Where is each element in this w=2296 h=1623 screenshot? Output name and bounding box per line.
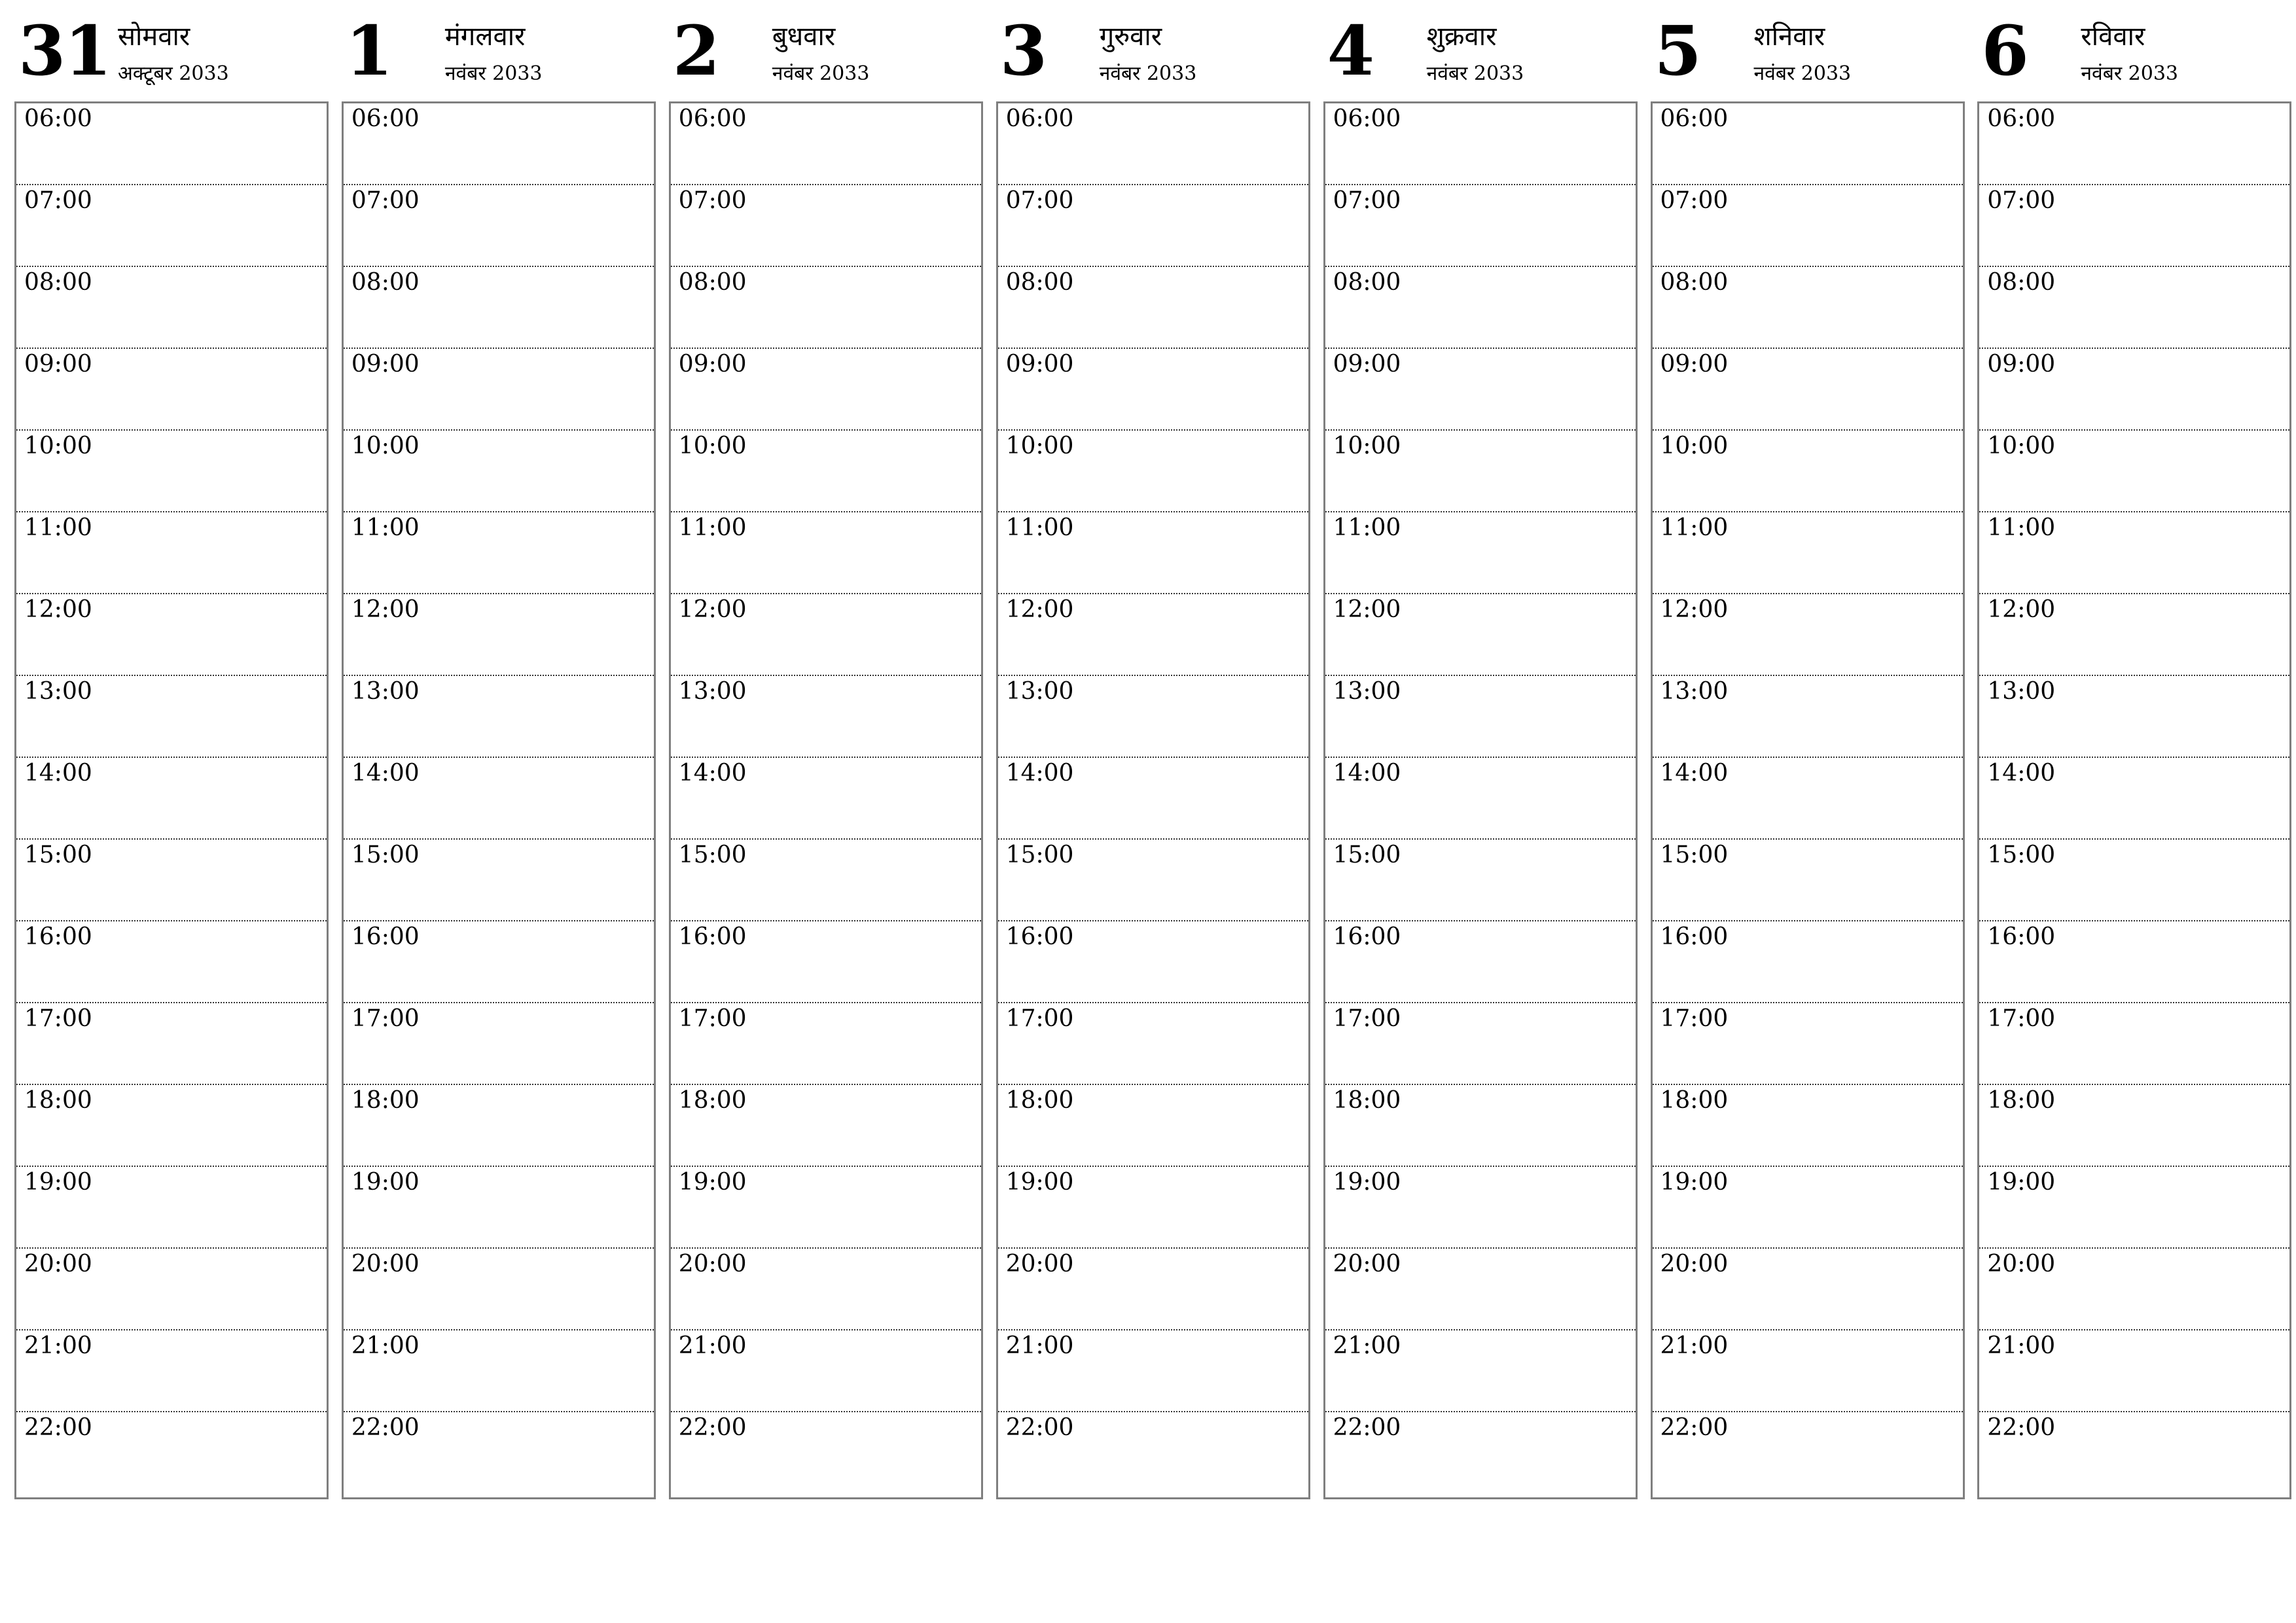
time-label: 19:00: [24, 1169, 92, 1196]
time-slot[interactable]: [998, 921, 1308, 1003]
day-header: [669, 0, 982, 98]
time-label: 20:00: [678, 1251, 747, 1277]
time-label: 20:00: [1005, 1251, 1074, 1277]
time-slot[interactable]: [1979, 512, 2289, 594]
time-label: 11:00: [1660, 514, 1729, 541]
time-label: 18:00: [1333, 1087, 1401, 1114]
day-number: 1: [345, 10, 392, 91]
time-slot[interactable]: [344, 1249, 654, 1330]
time-label: 06:00: [1005, 105, 1074, 132]
weekday-label: मंगलवार: [444, 22, 526, 52]
time-slot[interactable]: [344, 1412, 654, 1497]
time-slot[interactable]: [1979, 267, 2289, 349]
time-label: 16:00: [24, 923, 92, 950]
time-label: 18:00: [351, 1087, 420, 1114]
time-label: 10:00: [24, 433, 92, 459]
time-label: 12:00: [1660, 596, 1729, 623]
time-label: 20:00: [351, 1251, 420, 1277]
time-slot[interactable]: [671, 349, 981, 431]
time-slot[interactable]: [1979, 1249, 2289, 1330]
time-slot[interactable]: [671, 1330, 981, 1412]
time-slot[interactable]: [344, 1085, 654, 1167]
time-slot[interactable]: [344, 921, 654, 1003]
time-label: 18:00: [24, 1087, 92, 1114]
time-slot[interactable]: [1979, 103, 2289, 185]
time-slot[interactable]: [1325, 1330, 1636, 1412]
time-slot[interactable]: [1653, 431, 1963, 512]
time-slot[interactable]: [671, 512, 981, 594]
time-slot[interactable]: [344, 103, 654, 185]
time-slot[interactable]: [1653, 758, 1963, 840]
time-label: 16:00: [1660, 923, 1729, 950]
time-label: 15:00: [678, 842, 747, 868]
time-slot[interactable]: [16, 1167, 327, 1249]
time-slot[interactable]: [1653, 1003, 1963, 1085]
time-label: 17:00: [24, 1005, 92, 1032]
day-schedule-box[interactable]: [669, 101, 983, 1499]
time-slot[interactable]: [16, 1003, 327, 1085]
day-number: 5: [1654, 10, 1700, 91]
time-label: 08:00: [24, 269, 92, 296]
day-schedule-box[interactable]: [342, 101, 656, 1499]
time-label: 15:00: [351, 842, 420, 868]
time-slot[interactable]: [1325, 431, 1636, 512]
time-slot[interactable]: [998, 1249, 1308, 1330]
time-slot[interactable]: [671, 921, 981, 1003]
time-slot[interactable]: [1979, 349, 2289, 431]
day-number: 6: [1981, 10, 2028, 91]
time-label: 19:00: [351, 1169, 420, 1196]
time-slot[interactable]: [1653, 1085, 1963, 1167]
day-schedule-box[interactable]: [996, 101, 1310, 1499]
time-slot[interactable]: [998, 349, 1308, 431]
time-slot[interactable]: [344, 431, 654, 512]
time-slot[interactable]: [344, 676, 654, 758]
day-number: 4: [1327, 10, 1373, 91]
time-label: 22:00: [678, 1414, 747, 1441]
time-slot[interactable]: [998, 1330, 1308, 1412]
time-label: 09:00: [24, 351, 92, 378]
time-slot[interactable]: [1653, 921, 1963, 1003]
weekday-label: सोमवार: [118, 22, 190, 52]
time-slot[interactable]: [998, 1085, 1308, 1167]
time-label: 16:00: [678, 923, 747, 950]
month-year-label: नवंबर 2033: [1753, 62, 1852, 85]
time-slot[interactable]: [1653, 185, 1963, 267]
day-header: [342, 0, 655, 98]
month-year-label: नवंबर 2033: [444, 62, 543, 85]
time-slot[interactable]: [1979, 185, 2289, 267]
time-label: 15:00: [24, 842, 92, 868]
time-slot[interactable]: [1979, 840, 2289, 921]
time-slot[interactable]: [1325, 1003, 1636, 1085]
day-schedule-box[interactable]: [1323, 101, 1638, 1499]
time-slot[interactable]: [1979, 676, 2289, 758]
time-label: 16:00: [1005, 923, 1074, 950]
time-label: 21:00: [1660, 1332, 1729, 1359]
time-slot[interactable]: [998, 267, 1308, 349]
time-slot[interactable]: [998, 840, 1308, 921]
time-slot[interactable]: [998, 103, 1308, 185]
time-label: 21:00: [1005, 1332, 1074, 1359]
time-label: 13:00: [1660, 678, 1729, 705]
time-label: 16:00: [351, 923, 420, 950]
time-label: 12:00: [1333, 596, 1401, 623]
time-slot[interactable]: [671, 431, 981, 512]
time-label: 11:00: [1005, 514, 1074, 541]
time-slot[interactable]: [1653, 349, 1963, 431]
time-label: 20:00: [1660, 1251, 1729, 1277]
time-label: 21:00: [1987, 1332, 2056, 1359]
day-schedule-box[interactable]: [14, 101, 329, 1499]
time-slot[interactable]: [344, 1003, 654, 1085]
time-slot[interactable]: [1325, 1249, 1636, 1330]
time-label: 11:00: [1333, 514, 1401, 541]
time-slot[interactable]: [671, 1003, 981, 1085]
day-column: [342, 0, 655, 1500]
time-label: 18:00: [1005, 1087, 1074, 1114]
time-label: 13:00: [1333, 678, 1401, 705]
time-label: 18:00: [678, 1087, 747, 1114]
time-slot[interactable]: [16, 1330, 327, 1412]
time-slot[interactable]: [1979, 594, 2289, 676]
time-slot[interactable]: [671, 1412, 981, 1497]
time-slot[interactable]: [1979, 431, 2289, 512]
day-column: [1323, 0, 1636, 1500]
day-column: [1651, 0, 1964, 1500]
time-label: 11:00: [1987, 514, 2056, 541]
time-slot[interactable]: [1979, 758, 2289, 840]
time-label: 16:00: [1333, 923, 1401, 950]
time-slot[interactable]: [671, 1249, 981, 1330]
time-label: 15:00: [1005, 842, 1074, 868]
time-slot[interactable]: [16, 349, 327, 431]
time-label: 12:00: [351, 596, 420, 623]
time-slot[interactable]: [1325, 594, 1636, 676]
time-label: 17:00: [351, 1005, 420, 1032]
time-label: 10:00: [678, 433, 747, 459]
time-label: 22:00: [1987, 1414, 2056, 1441]
day-header: [14, 0, 327, 98]
weekday-label: शनिवार: [1753, 22, 1825, 52]
time-slot[interactable]: [671, 840, 981, 921]
time-slot[interactable]: [1979, 1085, 2289, 1167]
time-label: 07:00: [24, 187, 92, 214]
month-year-label: नवंबर 2033: [2081, 62, 2179, 85]
time-slot[interactable]: [344, 267, 654, 349]
time-label: 21:00: [351, 1332, 420, 1359]
time-label: 10:00: [1005, 433, 1074, 459]
time-slot[interactable]: [1325, 103, 1636, 185]
weekly-planner: [14, 0, 2288, 1505]
time-slot[interactable]: [1325, 1412, 1636, 1497]
time-slot[interactable]: [16, 758, 327, 840]
day-column: [996, 0, 1309, 1500]
time-label: 14:00: [1987, 760, 2056, 787]
time-slot[interactable]: [1325, 512, 1636, 594]
time-slot[interactable]: [1325, 349, 1636, 431]
time-label: 10:00: [1987, 433, 2056, 459]
time-label: 06:00: [1987, 105, 2056, 132]
time-slot[interactable]: [1979, 1003, 2289, 1085]
time-label: 09:00: [1660, 351, 1729, 378]
time-slot[interactable]: [16, 1412, 327, 1497]
time-label: 17:00: [1987, 1005, 2056, 1032]
time-slot[interactable]: [998, 1412, 1308, 1497]
time-label: 22:00: [1005, 1414, 1074, 1441]
time-slot[interactable]: [1325, 185, 1636, 267]
time-label: 16:00: [1987, 923, 2056, 950]
time-slot[interactable]: [671, 758, 981, 840]
time-slot[interactable]: [1653, 1330, 1963, 1412]
time-label: 13:00: [1987, 678, 2056, 705]
time-slot[interactable]: [1325, 267, 1636, 349]
time-label: 18:00: [1660, 1087, 1729, 1114]
day-header: [1651, 0, 1964, 98]
time-slot[interactable]: [344, 758, 654, 840]
month-year-label: नवंबर 2033: [1099, 62, 1197, 85]
time-label: 15:00: [1987, 842, 2056, 868]
time-label: 08:00: [1660, 269, 1729, 296]
time-slot[interactable]: [998, 185, 1308, 267]
time-label: 08:00: [1333, 269, 1401, 296]
time-label: 07:00: [1333, 187, 1401, 214]
time-slot[interactable]: [1979, 1167, 2289, 1249]
time-label: 15:00: [1660, 842, 1729, 868]
time-slot[interactable]: [671, 103, 981, 185]
time-label: 21:00: [1333, 1332, 1401, 1359]
time-slot[interactable]: [1979, 1330, 2289, 1412]
time-slot[interactable]: [1325, 758, 1636, 840]
time-slot[interactable]: [1653, 676, 1963, 758]
time-slot[interactable]: [1653, 103, 1963, 185]
time-slot[interactable]: [16, 1249, 327, 1330]
time-slot[interactable]: [998, 431, 1308, 512]
time-label: 09:00: [1987, 351, 2056, 378]
time-label: 14:00: [1005, 760, 1074, 787]
time-slot[interactable]: [1653, 840, 1963, 921]
time-label: 10:00: [1333, 433, 1401, 459]
time-label: 12:00: [1005, 596, 1074, 623]
time-label: 09:00: [1333, 351, 1401, 378]
time-label: 07:00: [351, 187, 420, 214]
time-label: 07:00: [1987, 187, 2056, 214]
time-slot[interactable]: [344, 840, 654, 921]
day-number: 2: [672, 10, 719, 91]
time-label: 06:00: [678, 105, 747, 132]
time-slot[interactable]: [16, 840, 327, 921]
time-label: 12:00: [678, 596, 747, 623]
time-label: 12:00: [1987, 596, 2056, 623]
time-slot[interactable]: [1979, 921, 2289, 1003]
time-slot[interactable]: [16, 512, 327, 594]
time-slot[interactable]: [344, 594, 654, 676]
weekday-label: शुक्रवार: [1426, 22, 1497, 52]
time-slot[interactable]: [671, 1167, 981, 1249]
time-label: 17:00: [1005, 1005, 1074, 1032]
time-label: 15:00: [1333, 842, 1401, 868]
time-slot[interactable]: [998, 758, 1308, 840]
time-slot[interactable]: [16, 267, 327, 349]
time-slot[interactable]: [1325, 676, 1636, 758]
time-slot[interactable]: [1325, 1085, 1636, 1167]
time-label: 14:00: [678, 760, 747, 787]
time-label: 19:00: [1005, 1169, 1074, 1196]
time-slot[interactable]: [16, 185, 327, 267]
time-slot[interactable]: [16, 1085, 327, 1167]
time-slot[interactable]: [16, 676, 327, 758]
time-label: 09:00: [678, 351, 747, 378]
time-label: 12:00: [24, 596, 92, 623]
time-label: 17:00: [678, 1005, 747, 1032]
time-label: 07:00: [678, 187, 747, 214]
time-slot[interactable]: [671, 185, 981, 267]
time-label: 06:00: [1333, 105, 1401, 132]
time-label: 09:00: [1005, 351, 1074, 378]
time-slot[interactable]: [16, 921, 327, 1003]
weekday-label: बुधवार: [772, 22, 836, 52]
time-label: 08:00: [351, 269, 420, 296]
time-slot[interactable]: [671, 676, 981, 758]
time-label: 19:00: [1987, 1169, 2056, 1196]
time-slot[interactable]: [671, 1085, 981, 1167]
day-column: [1977, 0, 2290, 1500]
time-label: 07:00: [1005, 187, 1074, 214]
month-year-label: नवंबर 2033: [772, 62, 870, 85]
time-label: 22:00: [351, 1414, 420, 1441]
time-label: 18:00: [1987, 1087, 2056, 1114]
time-slot[interactable]: [998, 1167, 1308, 1249]
time-slot[interactable]: [1653, 267, 1963, 349]
day-header: [996, 0, 1309, 98]
time-label: 13:00: [351, 678, 420, 705]
time-slot[interactable]: [998, 1003, 1308, 1085]
time-slot[interactable]: [344, 1167, 654, 1249]
time-label: 21:00: [24, 1332, 92, 1359]
day-header: [1977, 0, 2290, 98]
time-label: 06:00: [351, 105, 420, 132]
time-label: 10:00: [351, 433, 420, 459]
time-label: 13:00: [1005, 678, 1074, 705]
time-label: 20:00: [24, 1251, 92, 1277]
time-label: 21:00: [678, 1332, 747, 1359]
time-slot[interactable]: [344, 1330, 654, 1412]
time-slot[interactable]: [1653, 512, 1963, 594]
time-slot[interactable]: [1325, 1167, 1636, 1249]
time-slot[interactable]: [1653, 1412, 1963, 1497]
time-label: 11:00: [678, 514, 747, 541]
time-slot[interactable]: [1653, 1167, 1963, 1249]
time-label: 08:00: [678, 269, 747, 296]
time-slot[interactable]: [344, 512, 654, 594]
time-slot[interactable]: [16, 103, 327, 185]
weekday-label: रविवार: [2081, 22, 2145, 52]
time-slot[interactable]: [1979, 1412, 2289, 1497]
time-slot[interactable]: [998, 594, 1308, 676]
time-slot[interactable]: [671, 267, 981, 349]
time-slot[interactable]: [1325, 840, 1636, 921]
time-label: 14:00: [1333, 760, 1401, 787]
time-label: 14:00: [24, 760, 92, 787]
time-slot[interactable]: [344, 349, 654, 431]
day-column: [14, 0, 327, 1500]
time-label: 09:00: [351, 351, 420, 378]
time-label: 22:00: [1333, 1414, 1401, 1441]
time-slot[interactable]: [998, 676, 1308, 758]
time-slot[interactable]: [16, 594, 327, 676]
day-column: [669, 0, 982, 1500]
day-number: 31: [18, 10, 111, 91]
time-label: 19:00: [1333, 1169, 1401, 1196]
time-label: 17:00: [1333, 1005, 1401, 1032]
time-slot[interactable]: [16, 431, 327, 512]
time-label: 07:00: [1660, 187, 1729, 214]
time-label: 22:00: [1660, 1414, 1729, 1441]
time-label: 08:00: [1005, 269, 1074, 296]
day-header: [1323, 0, 1636, 98]
time-label: 14:00: [1660, 760, 1729, 787]
time-label: 22:00: [24, 1414, 92, 1441]
time-slot[interactable]: [1653, 1249, 1963, 1330]
time-label: 10:00: [1660, 433, 1729, 459]
time-label: 19:00: [678, 1169, 747, 1196]
time-slot[interactable]: [671, 594, 981, 676]
time-slot[interactable]: [1325, 921, 1636, 1003]
day-schedule-box[interactable]: [1651, 101, 1965, 1499]
time-label: 08:00: [1987, 269, 2056, 296]
time-label: 19:00: [1660, 1169, 1729, 1196]
day-schedule-box[interactable]: [1977, 101, 2291, 1499]
time-label: 11:00: [351, 514, 420, 541]
time-label: 06:00: [24, 105, 92, 132]
time-label: 11:00: [24, 514, 92, 541]
time-label: 13:00: [24, 678, 92, 705]
time-label: 20:00: [1987, 1251, 2056, 1277]
month-year-label: नवंबर 2033: [1426, 62, 1524, 85]
time-label: 13:00: [678, 678, 747, 705]
month-year-label: अक्टूबर 2033: [118, 62, 229, 85]
time-label: 06:00: [1660, 105, 1729, 132]
time-slot[interactable]: [344, 185, 654, 267]
time-slot[interactable]: [998, 512, 1308, 594]
time-label: 17:00: [1660, 1005, 1729, 1032]
time-slot[interactable]: [1653, 594, 1963, 676]
day-number: 3: [999, 10, 1047, 91]
time-label: 14:00: [351, 760, 420, 787]
time-label: 20:00: [1333, 1251, 1401, 1277]
weekday-label: गुरुवार: [1099, 22, 1162, 52]
